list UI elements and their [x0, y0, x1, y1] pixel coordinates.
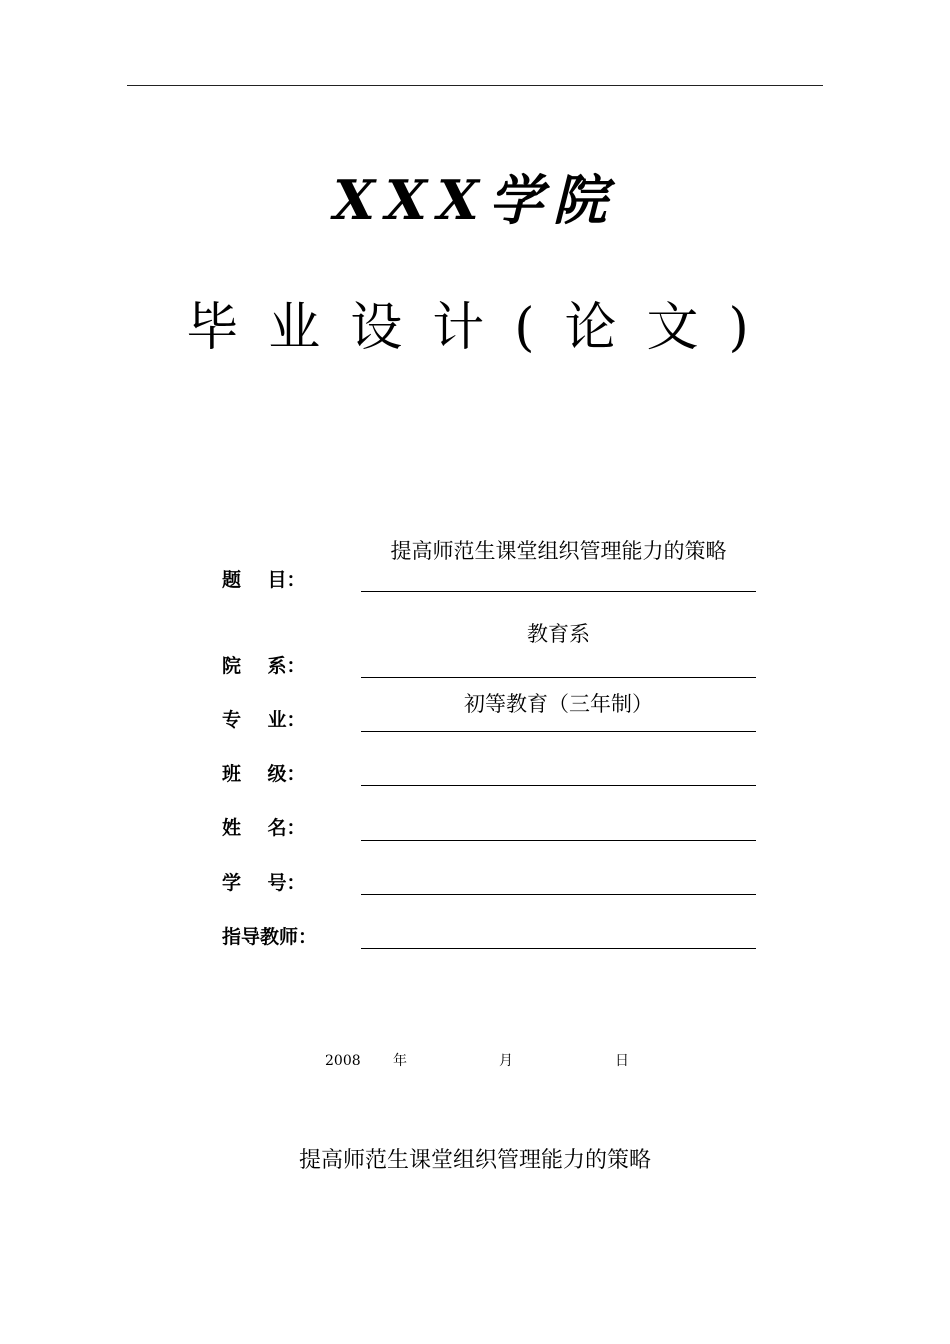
department-underline: [361, 677, 756, 678]
name-underline: [361, 840, 756, 841]
title-value: 提高师范生课堂组织管理能力的策略: [390, 539, 727, 563]
student-id-underline: [361, 894, 756, 895]
date-day-label: 日: [615, 1053, 629, 1069]
college-name: XXX学院: [333, 168, 617, 232]
advisor-underline: [361, 948, 756, 949]
major-label: 专 业：: [222, 709, 306, 731]
major-value: 初等教育（三年制）: [464, 692, 653, 716]
class-underline: [361, 785, 756, 786]
department-value: 教育系: [527, 622, 590, 646]
document-type: 毕业设计(论文): [186, 298, 779, 358]
title-underline: [361, 591, 756, 592]
date-year: 2008: [325, 1053, 361, 1069]
advisor-label: 指导教师：: [222, 926, 318, 948]
top-rule: [127, 85, 823, 86]
date-month-label: 月: [499, 1053, 513, 1069]
date-year-label: 年: [393, 1053, 407, 1069]
name-label: 姓 名：: [222, 817, 306, 839]
bottom-title: 提高师范生课堂组织管理能力的策略: [298, 1148, 651, 1173]
student-id-label: 学 号：: [222, 872, 306, 894]
department-label: 院 系：: [222, 655, 306, 677]
major-underline: [361, 731, 756, 732]
class-label: 班 级：: [222, 763, 306, 785]
title-label: 题 目：: [222, 569, 306, 591]
